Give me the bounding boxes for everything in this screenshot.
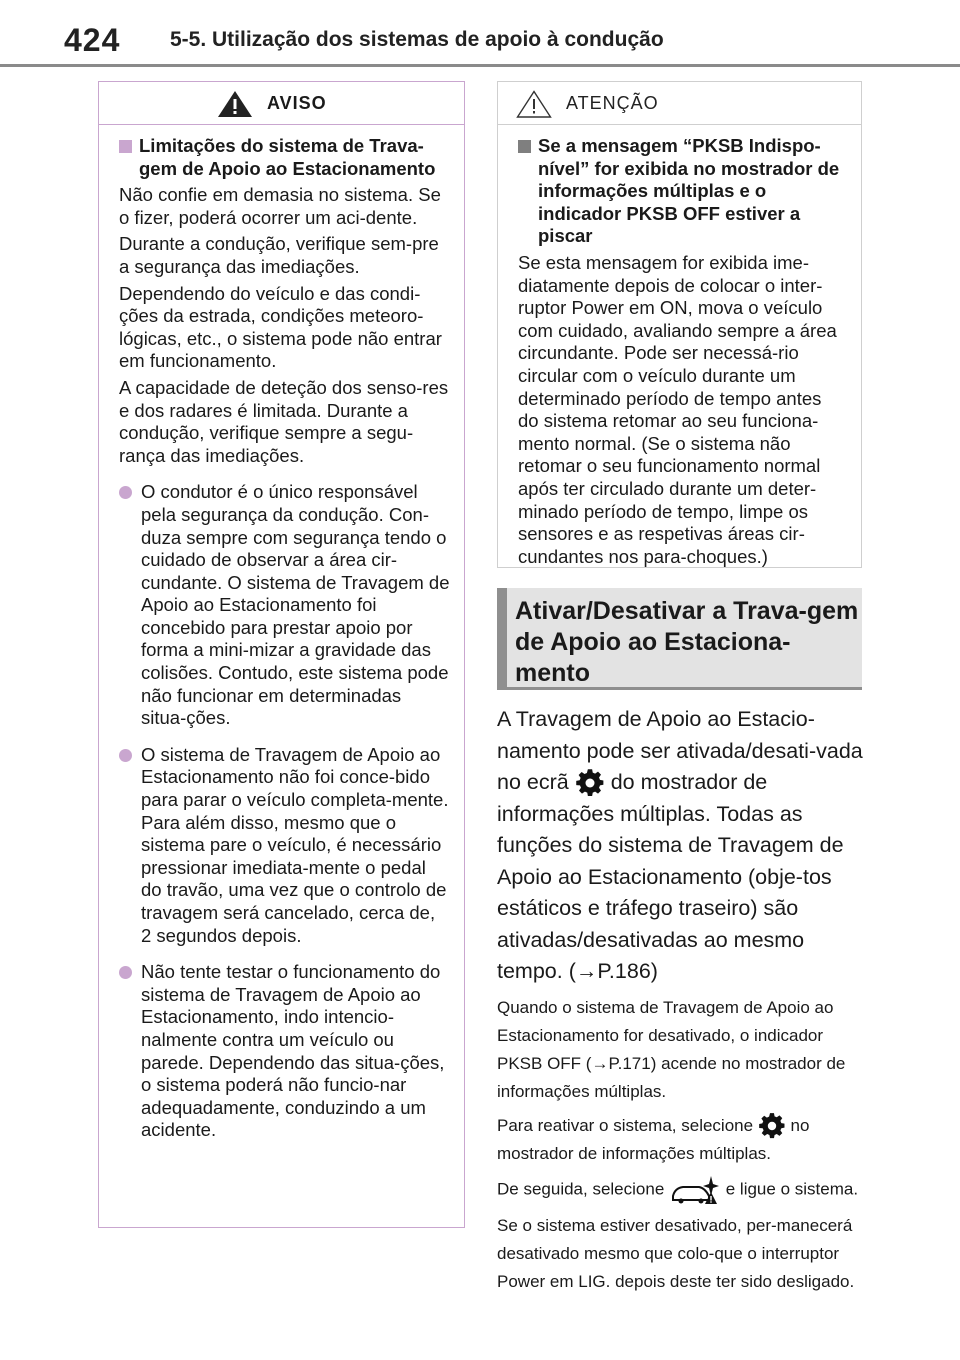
notice-box	[497, 81, 862, 568]
intro-text-start: A Travagem de Apoio ao Estacio-namento pode ser ativada/desati-vada no ecrã	[497, 707, 863, 794]
warning-bullet-text: O condutor é o único responsável pela segurança da condução. Con-duza sempre com segurança tendo o cuidado de observar a área cir-cundante. O sistema de Travagem de Apoio ao Estacionamento foi concebido para prestar apoio por forma a mini-mizar a gravidade das colisões. Contudo, este sistema pode não funcionar em determinadas situa-ções.	[141, 481, 450, 729]
caution-triangle-icon	[516, 90, 552, 118]
warning-heading	[119, 135, 450, 180]
note-pksb-off: Quando o sistema de Travagem de Apoio ao Estacionamento for desativado, o indicador PKSB OFF (→P.171) acende no mostrador de informações múltiplas.	[497, 997, 846, 1101]
square-bullet-icon	[119, 140, 132, 153]
pksb-car-icon	[669, 1174, 721, 1206]
warning-bullet	[119, 961, 450, 1142]
warning-heading-text: Limitações do sistema de Trava-gem de Apoio ao Estacionamento	[139, 135, 436, 179]
warning-content	[99, 135, 464, 1142]
square-bullet-icon	[518, 140, 531, 153]
warning-box-header	[99, 82, 464, 125]
section-heading: Ativar/Desativar a Trava-gem de Apoio ao Estaciona-mento	[497, 588, 862, 690]
notice-paragraph: Se esta mensagem for exibida ime-diatamente depois de colocar o inter-ruptor Power em ON, mova o veículo com cuidado, avaliando sempre a área circundante. Pode ser necessá-rio circular com o veículo durante um determinado período de tempo antes do sistema retomar ao seu funciona-mento normal. (Se o sistema não retomar o seu funcionamento normal após ter circulado durante um deter-minado período de tempo, limpe os sensores e as respetivas áreas cir-cundantes nos para-choques.)	[518, 251, 837, 567]
note-reactivate-start: Para reativar o sistema, selecione	[497, 1115, 754, 1135]
notice-box-header	[498, 82, 861, 125]
section-body	[497, 704, 869, 1296]
warning-triangle-icon	[217, 90, 253, 118]
notice-title: ATENÇÃO	[566, 93, 659, 113]
intro-text-end: do mostrador de informações múltiplas. Todas as funções do sistema de Travagem de Apoio ao Estacionamento (obje-tos estáticos e tráfego traseiro) são ativadas/desativadas ao mesmo tempo. (→P.186)	[497, 770, 844, 983]
warning-bullet	[119, 481, 450, 730]
round-bullet-icon	[119, 486, 132, 499]
warning-title: AVISO	[267, 93, 327, 113]
page-number: 424	[64, 22, 121, 58]
warning-paragraph: A capacidade de deteção dos senso-res e dos radares é limitada. Durante a condução, verifique sempre a segu-rança das imediações.	[119, 376, 449, 466]
warning-paragraph: Não confie em demasia no sistema. Se o fizer, poderá ocorrer um aci-dente.	[119, 184, 441, 228]
note-reactivate	[497, 1112, 869, 1169]
gear-icon	[758, 1112, 786, 1140]
notice-content	[498, 135, 861, 568]
note-reactivate-end: no mostrador de informações múltiplas.	[497, 1115, 810, 1164]
warning-bullet	[119, 744, 450, 947]
notice-heading-text: Se a mensagem “PKSB Indispo-nível” for exibida no mostrador de informações múltiplas e o indicador PKSB OFF estiver a piscar	[538, 135, 840, 247]
gear-icon	[575, 768, 605, 798]
round-bullet-icon	[119, 749, 132, 762]
notice-heading	[518, 135, 847, 248]
warning-paragraph: Dependendo do veículo e das condi-ções da estrada, condições meteoro-lógicas, etc., o sistema pode não entrar em funcionamento.	[119, 282, 442, 372]
note-stays-off: Se o sistema estiver desativado, per-manecerá desativado mesmo que colo-que o interruptor Power em LIG. depois deste ter sido desligado.	[497, 1216, 855, 1292]
page-header	[0, 0, 960, 70]
warning-paragraph: Durante a condução, verifique sem-pre a segurança das imediações.	[119, 233, 439, 277]
header-divider	[0, 64, 960, 67]
warning-box	[98, 81, 465, 1228]
section-intro	[497, 704, 869, 988]
note-select-end: e ligue o sistema.	[725, 1179, 859, 1199]
section-title: 5-5. Utilização dos sistemas de apoio à condução	[170, 28, 664, 51]
warning-bullet-text: Não tente testar o funcionamento do sistema de Travagem de Apoio ao Estacionamento, indo intencio-nalmente contra um veículo ou parede. Dependendo das situa-ções, o sistema poderá não funcio-nar adequadamente, conduzindo a um acidente.	[141, 961, 445, 1141]
round-bullet-icon	[119, 966, 132, 979]
note-select-start: De seguida, selecione	[497, 1179, 665, 1199]
note-select-pksb	[497, 1174, 869, 1206]
warning-bullet-text: O sistema de Travagem de Apoio ao Estacionamento não foi conce-bido para parar o veículo completa-mente. Para além disso, mesmo que o sistema pare o veículo, é necessário pressionar imediata-mente o pedal do travão, uma vez que o controlo de travagem será cancelado, cerca de, 2 segundos depois.	[141, 743, 449, 946]
